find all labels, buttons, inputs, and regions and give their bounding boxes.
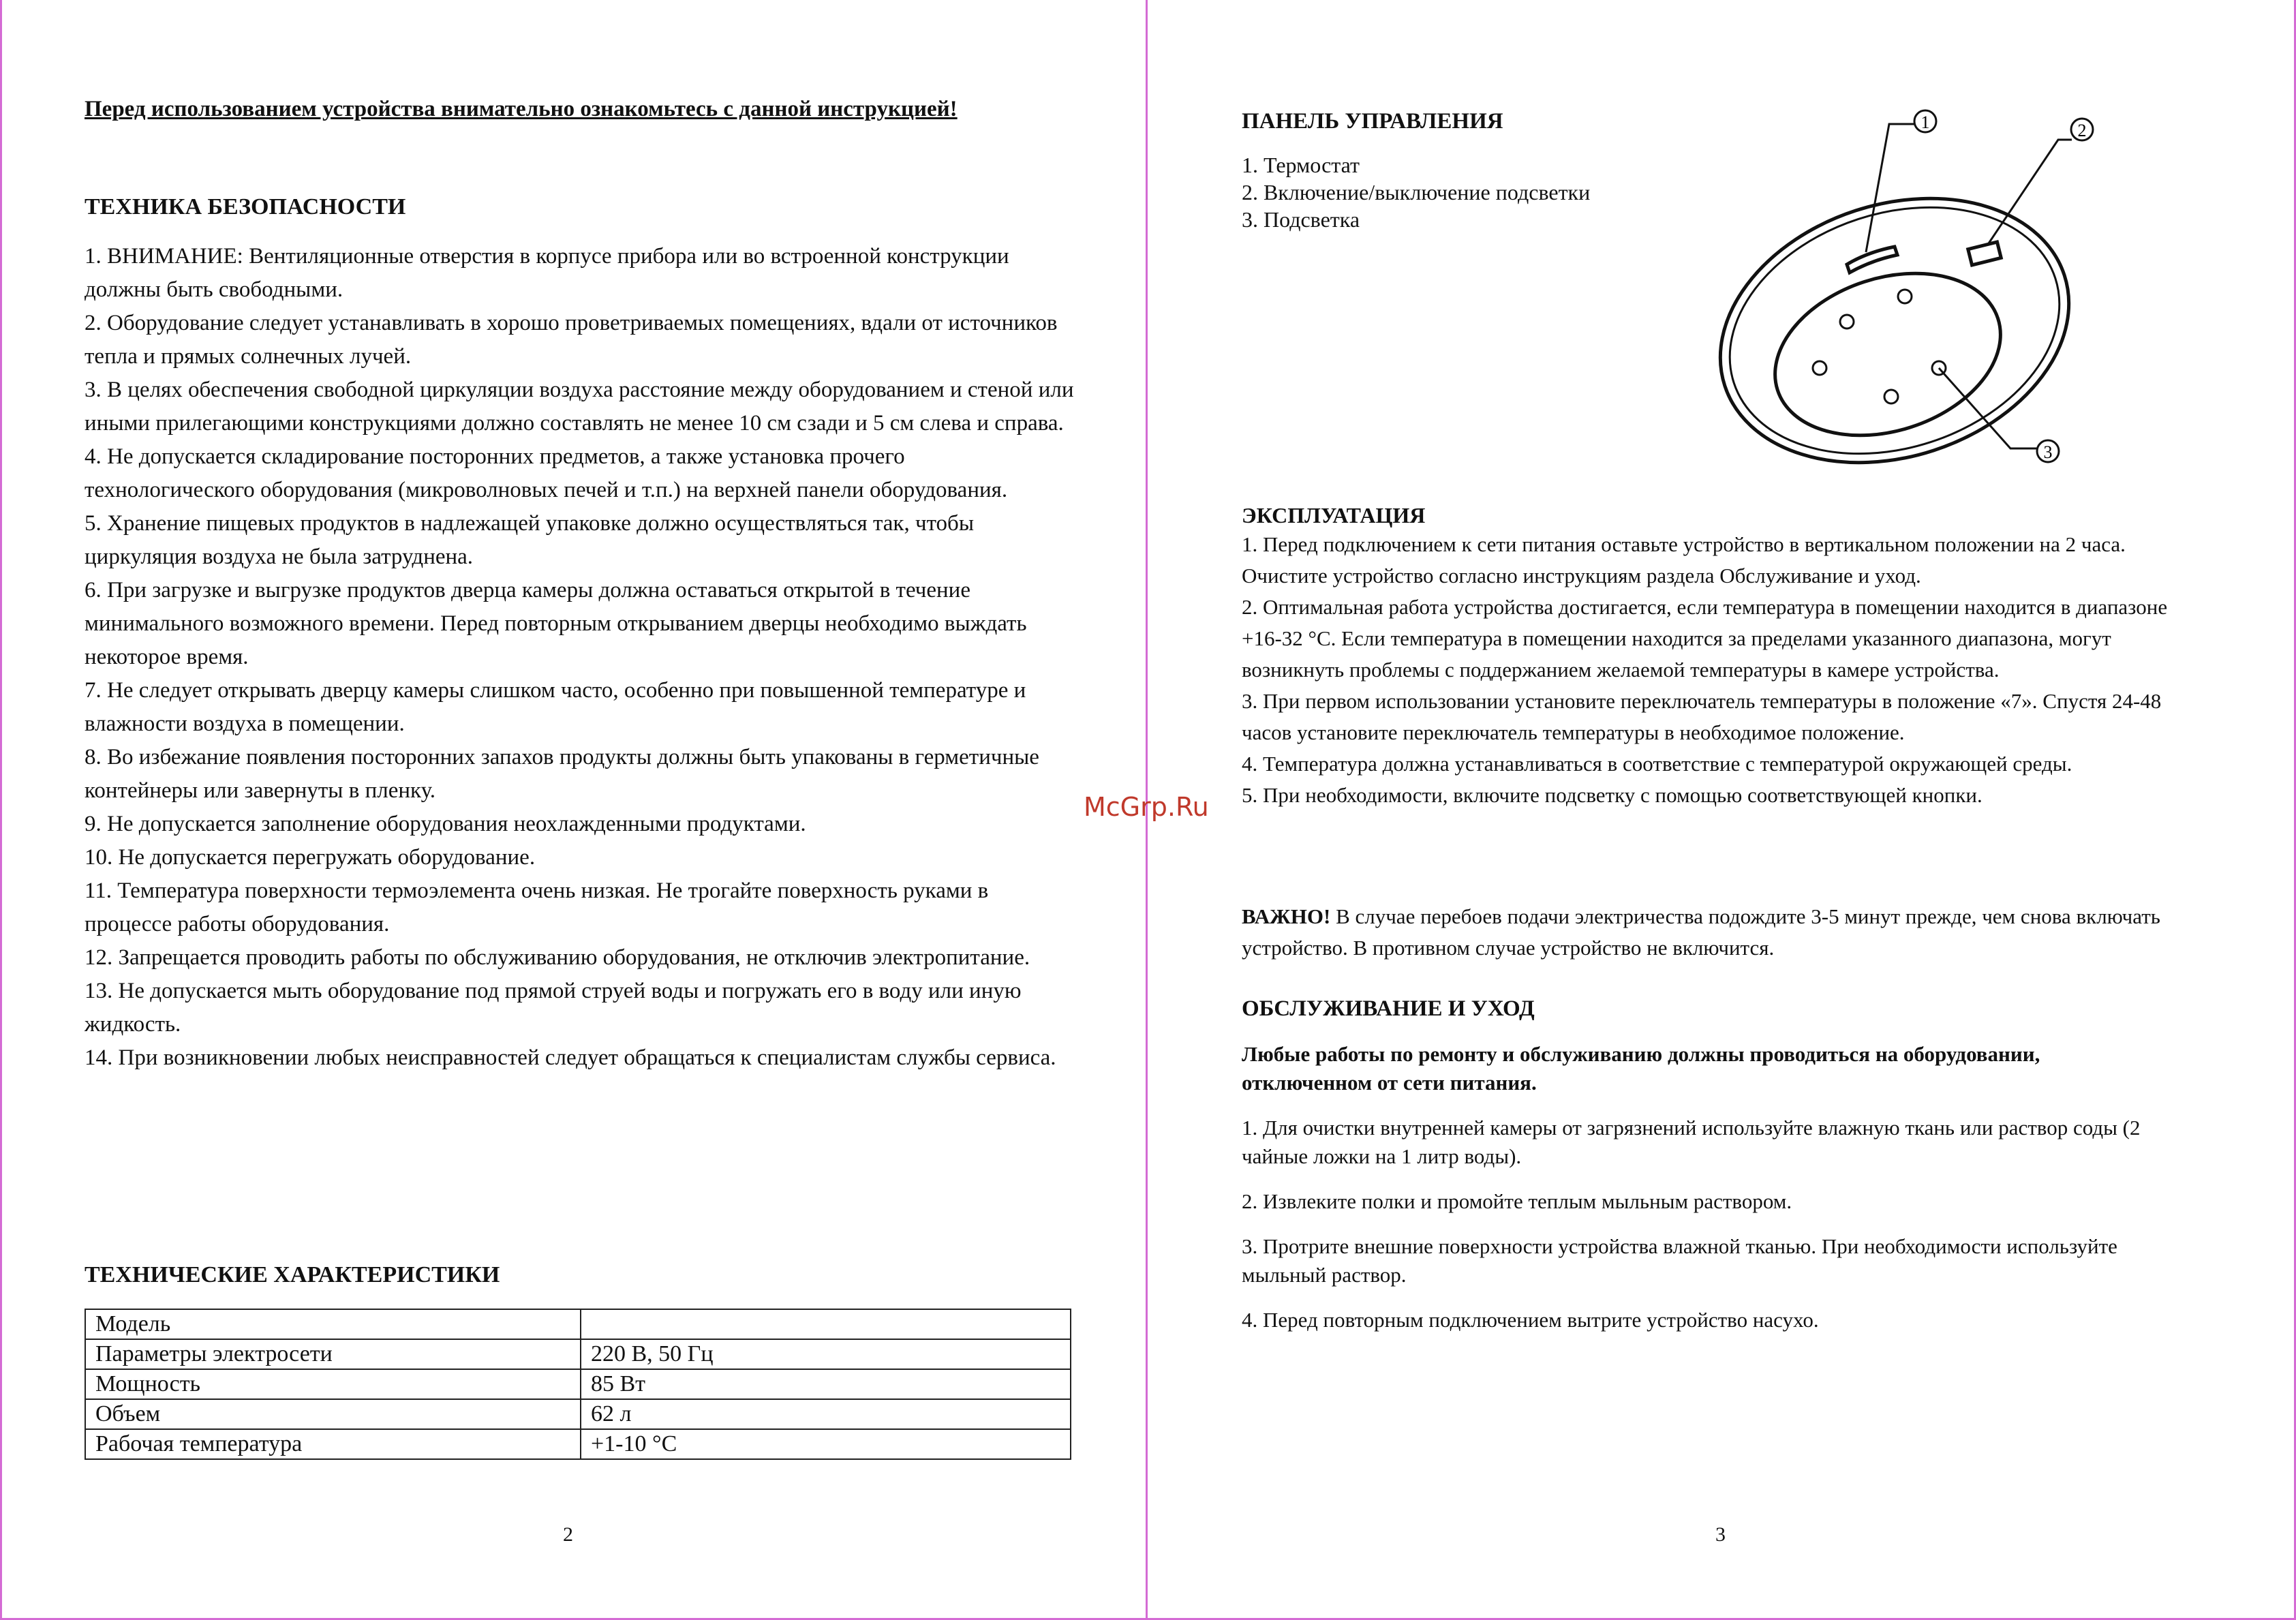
list-item: 5. При необходимости, включите подсветку с помощью соответствующей кнопки. <box>1242 783 1983 807</box>
list-item: 9. Не допускается заполнение оборудования неохлажденными продуктами. <box>85 812 806 836</box>
list-item: 10. Не допускается перегружать оборудование. <box>85 845 536 870</box>
list-item: 6. При загрузке и выгрузке продуктов дверца камеры должна оставаться открытой в течение минимального возможного времени. Перед повторным открыванием дверцы необходимо выждать некоторое время. <box>85 578 1027 669</box>
callout-label-1: 1 <box>1920 112 1930 132</box>
safety-title: ТЕХНИКА БЕЗОПАСНОСТИ <box>85 194 406 219</box>
list-item: 3. В целях обеспечения свободной циркуляции воздуха расстояние между оборудованием и стеной или иными прилегающими конструкциями должно составлять не менее 10 см сзади и 5 см слева и справа. <box>85 378 1074 435</box>
list-item: 11. Температура поверхности термоэлемента очень низкая. Не трогайте поверхность руками в процессе работы оборудования. <box>85 878 989 936</box>
spec-value: 62 л <box>581 1399 1071 1429</box>
spec-label: Параметры электросети <box>85 1339 581 1369</box>
callout-label-3: 3 <box>2043 442 2053 462</box>
spec-value: +1-10 °С <box>581 1429 1071 1459</box>
list-item: 7. Не следует открывать дверцу камеры слишком часто, особенно при повышенной температуре и влажности воздуха в помещении. <box>85 678 1026 736</box>
list-item: 14. При возникновении любых неисправностей следует обращаться к специалистам службы сервиса. <box>85 1045 1056 1070</box>
list-item: 3. Подсветка <box>1242 207 1360 232</box>
list-item: 3. При первом использовании установите переключатель температуры в положение «7». Спустя 24-48 часов установите переключатель температуры в необходимое положение. <box>1242 689 2162 744</box>
watermark: McGrp.Ru <box>1084 792 1209 822</box>
list-item: 12. Запрещается проводить работы по обслуживанию оборудования, не отключив электропитание. <box>85 945 1030 970</box>
list-item: 2. Оптимальная работа устройства достигается, если температура в помещении находится в диапазоне +16-32 °С. Если температура в помещении находится за пределами указанного диапазона, могут возникнуть проблемы с поддержанием желаемой температуры в камере устройства. <box>1242 595 2168 682</box>
light-hole <box>1813 361 1826 375</box>
table-row <box>85 1429 1071 1459</box>
operation-title: ЭКСПЛУАТАЦИЯ <box>1242 503 1426 528</box>
list-item: 5. Хранение пищевых продуктов в надлежащей упаковке должно осуществляться так, чтобы циркуляция воздуха не была затруднена. <box>85 511 975 569</box>
table-row <box>85 1309 1071 1339</box>
spec-label: Объем <box>85 1399 581 1429</box>
list-item: 1. Для очистки внутренней камеры от загрязнений используйте влажную ткань или раствор соды (2 чайные ложки на 1 литр воды). <box>1242 1116 2141 1168</box>
spec-value: 85 Вт <box>581 1369 1071 1399</box>
important-note <box>1242 901 2175 964</box>
list-item: 4. Перед повторным подключением вытрите устройство насухо. <box>1242 1308 1819 1332</box>
spec-label: Мощность <box>85 1369 581 1399</box>
list-item: 4. Не допускается складирование посторонних предметов, а также установка прочего технологического оборудования (микроволновых печей и т.п.) на верхней панели оборудования. <box>85 444 1008 502</box>
control-panel-list <box>1242 151 1590 233</box>
operation-list <box>1242 529 2175 811</box>
page-number-left: 2 <box>563 1523 573 1546</box>
list-item: 2. Включение/выключение подсветки <box>1242 180 1591 204</box>
panel-outer-ring-inner <box>1698 167 2092 484</box>
control-panel-diagram <box>1690 102 2099 484</box>
list-item: 2. Извлеките полки и промойте теплым мыльным раствором. <box>1242 1189 1792 1213</box>
warning-title: Перед использованием устройства внимательно ознакомьтесь с данной инструкцией! <box>85 97 958 121</box>
specs-table <box>85 1309 1071 1460</box>
spec-value: 220 В, 50 Гц <box>581 1339 1071 1369</box>
control-panel-title: ПАНЕЛЬ УПРАВЛЕНИЯ <box>1242 109 1503 134</box>
panel-outer-ring <box>1690 155 2099 484</box>
list-item: 1. Перед подключением к сети питания оставьте устройство в вертикальном положении на 2 часа. Очистите устройство согласно инструкциям раздела Обслуживание и уход. <box>1242 532 2126 587</box>
list-item: 13. Не допускается мыть оборудование под прямой струей воды и погружать его в воду или иную жидкость. <box>85 979 1022 1037</box>
specs-title: ТЕХНИЧЕСКИЕ ХАРАКТЕРИСТИКИ <box>85 1262 500 1287</box>
list-item: 1. ВНИМАНИЕ: Вентиляционные отверстия в корпусе прибора или во встроенной конструкции должны быть свободными. <box>85 244 1009 302</box>
list-item: 1. Термостат <box>1242 153 1360 177</box>
safety-rules-list <box>85 240 1080 1075</box>
important-label: ВАЖНО! <box>1242 904 1331 928</box>
list-item: 3. Протрите внешние поверхности устройства влажной тканью. При необходимости используйте мыльный раствор. <box>1242 1234 2117 1287</box>
table-row <box>85 1399 1071 1429</box>
table-row <box>85 1369 1071 1399</box>
light-switch <box>1968 242 2001 265</box>
spec-label: Модель <box>85 1309 581 1339</box>
callout-label-2: 2 <box>2077 121 2087 140</box>
page-number-right: 3 <box>1715 1523 1726 1546</box>
care-note: Любые работы по ремонту и обслуживанию должны проводиться на оборудовании, отключенном от сети питания. <box>1242 1042 2040 1095</box>
spec-value <box>581 1309 1071 1339</box>
light-hole <box>1898 290 1912 303</box>
spec-label: Рабочая температура <box>85 1429 581 1459</box>
thermostat-knob <box>1847 247 1897 273</box>
list-item: 2. Оборудование следует устанавливать в хорошо проветриваемых помещениях, вдали от источников тепла и прямых солнечных лучей. <box>85 311 1058 369</box>
list-item: 8. Во избежание появления посторонних запахов продукты должны быть упакованы в герметичные контейнеры или завернуты в пленку. <box>85 745 1039 803</box>
care-title: ОБСЛУЖИВАНИЕ И УХОД <box>1242 996 1535 1021</box>
light-hole <box>1884 390 1898 403</box>
important-text: В случае перебоев подачи электричества подождите 3-5 минут прежде, чем снова включать устройство. В противном случае устройство не включится. <box>1242 904 2160 960</box>
table-row <box>85 1339 1071 1369</box>
light-hole <box>1840 315 1854 328</box>
callout-line-1 <box>1866 124 1915 252</box>
list-item: 4. Температура должна устанавливаться в соответствие с температурой окружающей среды. <box>1242 752 2072 776</box>
